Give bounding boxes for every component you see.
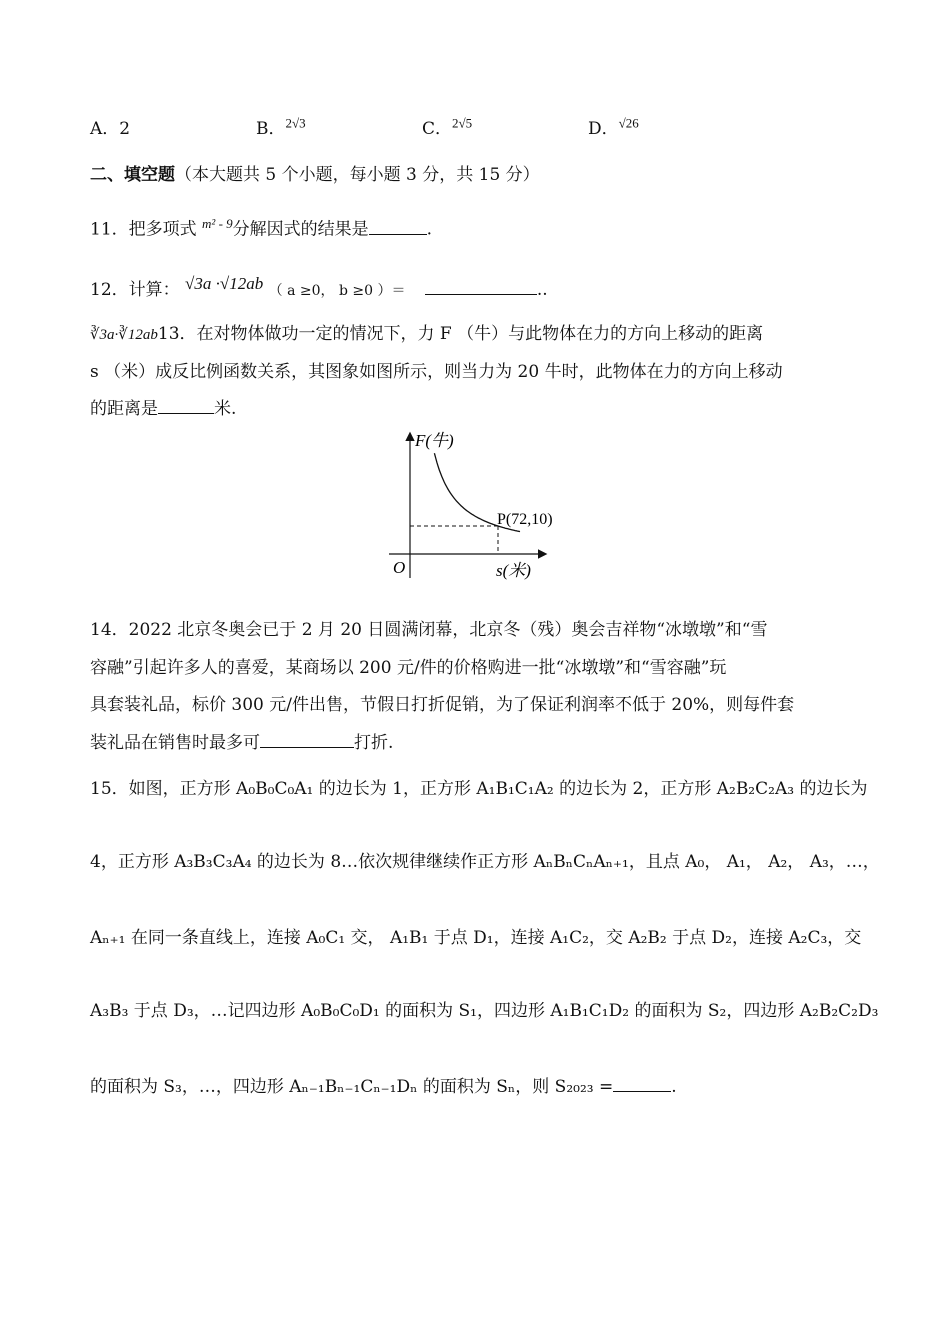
question-13-line-2 [90, 360, 783, 384]
question-15-line-1 [90, 777, 867, 801]
option-d-label: D． [588, 119, 619, 139]
q15-line-2: 4，正方形 A₃B₃C₃A₄ 的边长为 8…依次规律继续作正方形 AₙBₙCₙAₙ₊₁，且点 A₀， A₁， A₂， A₃，…， [90, 852, 880, 872]
q14-line-4b: 打折. [354, 733, 394, 753]
graph-svg [385, 428, 565, 584]
q11-text-before: 把多项式 [128, 219, 197, 240]
q13-line-3a: 的距离是 [90, 399, 158, 419]
inverse-proportion-graph [385, 428, 565, 589]
q12-expr: √3a ·√12ab [185, 274, 264, 293]
question-15-line-5 [90, 1075, 677, 1099]
q13-line-1: 在对物体做功一定的情况下，力 F （牛）与此物体在力的方向上移动的距离 [196, 324, 764, 344]
q12-condition: （ a ≥0， b ≥0 ）＝ [268, 283, 406, 299]
option-b-label: B． [256, 119, 286, 139]
q12-text-before: 计算： [128, 280, 180, 300]
option-d-value: √26 [618, 115, 639, 131]
q11-answer-blank[interactable] [369, 218, 427, 235]
q13-prefix-expr: ∛3a·∛12ab [90, 327, 158, 343]
question-14-line-3 [90, 693, 794, 717]
question-13-line-3 [90, 397, 236, 421]
question-14-line-2 [90, 656, 726, 680]
q15-line-4: A₃B₃ 于点 D₃，…记四边形 A₀B₀C₀D₁ 的面积为 S₁，四边形 A₁B₁C₁D₂ 的面积为 S₂，四边形 A₂B₂C₂D₃ [90, 1001, 879, 1021]
option-a-value: 2 [119, 119, 131, 139]
question-14-line-4 [90, 731, 393, 755]
q12-end: .. [536, 280, 548, 300]
q14-number: 14． [90, 620, 129, 640]
q15-number: 15． [90, 779, 129, 799]
section-2-note: （本大题共 5 个小题，每小题 3 分，共 15 分） [175, 165, 540, 185]
option-c-label: C． [422, 119, 453, 139]
q13-answer-blank[interactable] [158, 397, 214, 414]
option-b [256, 114, 306, 139]
option-c-value: 2√5 [452, 115, 473, 131]
question-15-line-2 [90, 850, 880, 874]
y-axis-label: F(牛) [415, 431, 454, 450]
option-a-label: A． [90, 119, 120, 139]
section-2-title: 二、填空题 [90, 165, 175, 185]
q14-line-2: 容融”引起许多人的喜爱，某商场以 200 元/件的价格购进一批“冰墩墩”和“雪容融”玩 [90, 658, 727, 678]
q15-answer-blank[interactable] [613, 1075, 671, 1092]
q11-end: . [426, 219, 433, 240]
question-15-line-4 [90, 999, 878, 1023]
option-d [588, 114, 639, 139]
q12-answer-blank[interactable] [425, 278, 537, 295]
q13-line-3b: 米. [214, 399, 237, 419]
q14-line-4a: 装礼品在销售时最多可 [90, 733, 260, 753]
q11-text-after: 分解因式的结果是 [232, 219, 369, 240]
q14-answer-blank[interactable] [260, 731, 354, 748]
section-2-header [90, 163, 540, 187]
x-axis-label: s(米) [496, 561, 531, 580]
q13-line-2: s （米）成反比例函数关系，其图象如图所示，则当力为 20 牛时，此物体在力的方向上移动 [90, 362, 783, 382]
question-14-line-1 [90, 618, 767, 642]
q13-number: 13． [157, 324, 197, 344]
q11-number: 11． [90, 219, 129, 240]
option-a [90, 114, 130, 139]
question-15-line-3 [90, 926, 861, 950]
q14-line-1: 2022 北京冬奥会已于 2 月 20 日圆满闭幕，北京冬（残）奥会吉祥物“冰墩墩”和“雪 [128, 620, 768, 640]
option-c [422, 114, 472, 139]
q15-line-5a: 的面积为 S₃，…，四边形 Aₙ₋₁Bₙ₋₁Cₙ₋₁Dₙ 的面积为 Sₙ，则 S₂₀₂₃ = [90, 1077, 614, 1097]
origin-label: O [393, 558, 406, 577]
q15-line-5b: . [671, 1077, 677, 1097]
q15-line-1: 如图，正方形 A₀B₀C₀A₁ 的边长为 1，正方形 A₁B₁C₁A₂ 的边长为 2，正方形 A₂B₂C₂A₃ 的边长为 [128, 779, 868, 799]
question-13-line-1 [90, 322, 763, 347]
q12-number: 12． [90, 280, 129, 300]
question-11 [90, 212, 432, 242]
point-p-label: P(72,10) [497, 511, 553, 528]
q15-line-3: Aₙ₊₁ 在同一条直线上，连接 A₀C₁ 交， A₁B₁ 于点 D₁，连接 A₁C₂，交 A₂B₂ 于点 D₂，连接 A₂C₃，交 [90, 928, 862, 948]
q14-line-3: 具套装礼品，标价 300 元/件出售，节假日打折促销，为了保证利润率不低于 20%，则每件套 [90, 695, 795, 715]
question-12 [90, 272, 548, 303]
option-b-value: 2√3 [285, 115, 306, 131]
q11-expr: m² - 9 [202, 216, 233, 231]
